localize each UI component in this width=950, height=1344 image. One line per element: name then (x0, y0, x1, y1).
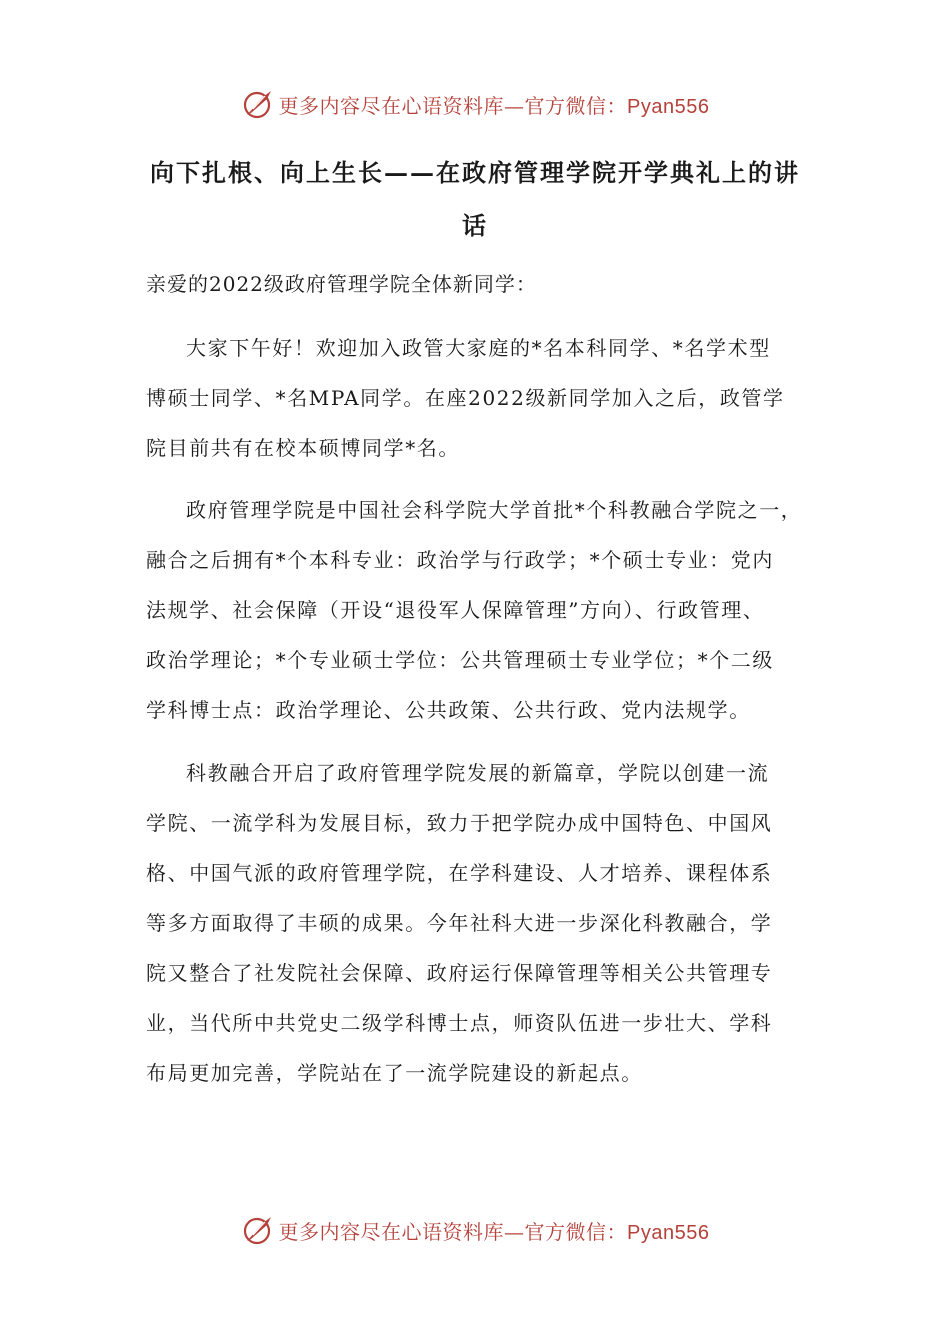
document-title-line-1: 向下扎根、向上生长——在政府管理学院开学典礼上的讲 (150, 158, 800, 187)
banner-wechat-id: Pyan556 (627, 95, 710, 118)
paragraph-line: 大家下午好！欢迎加入政管大家庭的*名本科同学、*名学术型 (186, 336, 771, 360)
paragraph-line: 融合之后拥有*个本科专业：政治学与行政学；*个硕士专业：党内 (146, 548, 774, 572)
document-title-line-2: 话 (462, 211, 488, 240)
paragraph-line: 布局更加完善，学院站在了一流学院建设的新起点。 (146, 1061, 643, 1085)
paragraph-line: 学院、一流学科为发展目标，致力于把学院办成中国特色、中国风 (146, 811, 773, 835)
banner-text (279, 1216, 710, 1245)
paragraph-1 (146, 323, 816, 473)
paragraph-3 (146, 748, 816, 1098)
paragraph-line: 等多方面取得了丰硕的成果。今年社科大进一步深化科教融合，学 (146, 911, 773, 935)
paragraph-line: 科教融合开启了政府管理学院发展的新篇章，学院以创建一流 (186, 761, 770, 785)
banner-text (279, 90, 710, 119)
banner-label: 更多内容尽在心语资料库—官方微信： (278, 1219, 628, 1244)
banner-label: 更多内容尽在心语资料库—官方微信： (278, 93, 628, 118)
paragraph-line: 学科博士点：政治学理论、公共政策、公共行政、党内法规学。 (146, 698, 751, 722)
paragraph-line: 法规学、社会保障（开设“退役军人保障管理”方向）、行政管理、 (146, 598, 765, 622)
paragraph-line: 政治学理论；*个专业硕士学位：公共管理硕士专业学位；*个二级 (146, 648, 774, 672)
header-banner (0, 84, 950, 124)
paragraph-2 (146, 485, 816, 735)
paragraph-line: 业，当代所中共党史二级学科博士点，师资队伍进一步壮大、学科 (146, 1011, 773, 1035)
paragraph-line: 政府管理学院是中国社会科学院大学首批*个科教融合学院之一， (186, 498, 803, 522)
paragraph-line: 格、中国气派的政府管理学院，在学科建设、人才培养、课程体系 (146, 861, 773, 885)
quill-logo-icon (241, 1213, 275, 1247)
salutation: 亲爱的2022级政府管理学院全体新同学： (146, 272, 537, 296)
quill-logo-icon (241, 87, 275, 121)
paragraph-line: 院目前共有在校本硕博同学*名。 (146, 436, 460, 460)
footer-banner (0, 1210, 950, 1250)
banner-wechat-id: Pyan556 (627, 1221, 710, 1244)
paragraph-line: 博硕士同学、*名MPA同学。在座2022级新同学加入之后，政管学 (146, 386, 785, 410)
paragraph-line: 院又整合了社发院社会保障、政府运行保障管理等相关公共管理专 (146, 961, 773, 985)
